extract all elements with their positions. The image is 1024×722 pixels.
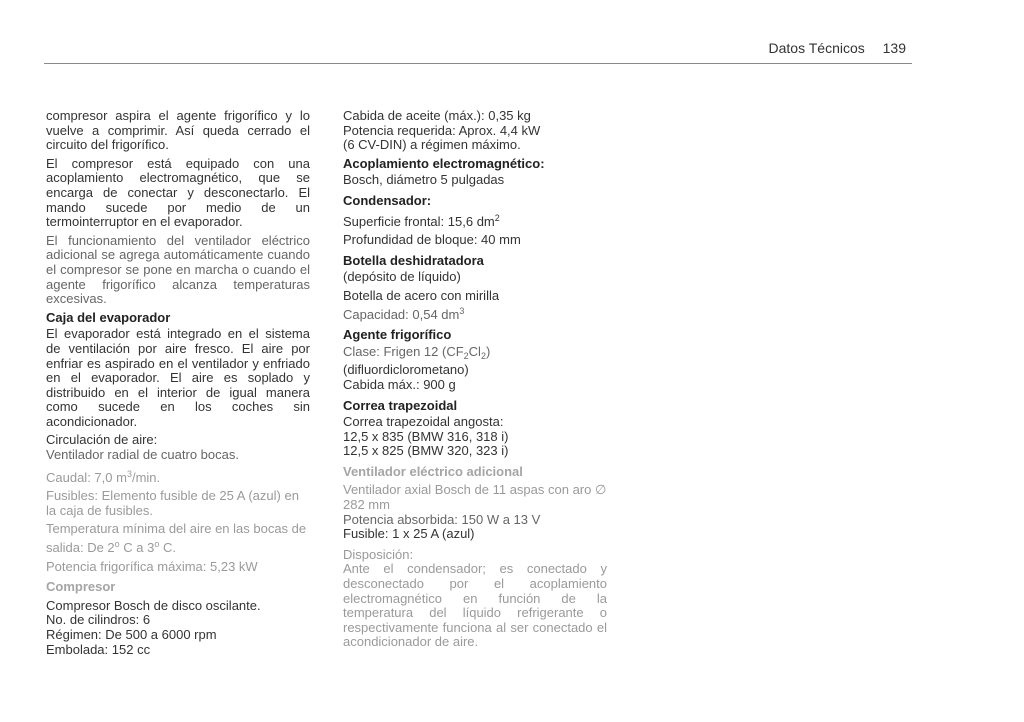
condenser-heading: Condensador: <box>343 192 432 208</box>
aux-fan-heading: Ventilador eléctrico adicional <box>343 463 523 479</box>
compressor-displacement: Embolada: 152 cc <box>46 641 151 657</box>
condenser-surface: Superficie frontal: 15,6 $dm^2$ <box>343 212 500 229</box>
drier-heading: Botella deshidratadora <box>343 252 484 268</box>
page-header <box>769 40 906 56</box>
compressor-cycle-paragraph: compresor aspira el agente frigorífico y lo vuelve a comprimir. Así queda cerrado el circuito del frigorífico. <box>46 108 310 153</box>
fan-paragraph: El funcionamiento del ventilador eléctrico adicional se agrega automáticamente cuando el compresor se pone en marcha o cuando el agente frigorífico alcanza temperaturas excesivas. <box>46 232 310 307</box>
belt-size-316: 12,5 x 835 (BMW 316, 318 i) <box>343 428 509 444</box>
section-title: Datos Técnicos <box>768 40 865 56</box>
drier-type: Botella de acero con mirilla <box>343 287 500 303</box>
aux-fan-type: Ventilador axial Bosch de 11 aspas con aro ∅ 282 mm <box>343 482 607 513</box>
min-air-temperature: Temperatura mínima del aire en las bocas de salida: De 2$^o$ C a 3$^o$ C. <box>46 521 307 556</box>
compressor-rpm: Régimen: De 500 a 6000 rpm <box>46 627 217 642</box>
evaporator-heading: Caja del evaporador <box>46 309 171 325</box>
belt-heading: Correa trapezoidal <box>343 397 458 413</box>
clutch-spec: Bosch, diámetro 5 pulgadas <box>343 172 505 188</box>
power-required: Potencia requerida: Aprox. 4,4 kW <box>343 122 541 138</box>
refrigerant-name: (difluordiclorometano) <box>343 362 469 378</box>
air-flow-rate: Caudal: 7,0 $m^3/\min$. <box>46 468 161 485</box>
refrigerant-heading: Agente frigorífico <box>343 327 452 343</box>
page-number: 139 <box>882 40 906 56</box>
aux-fan-fuse: Fusible: 1 x 25 A (azul) <box>343 526 475 542</box>
belt-type: Correa trapezoidal angosta: <box>343 414 504 430</box>
clutch-paragraph: El compresor está equipado con una acoplamiento electromagnético, que se encarga de conectar y desconectarlo. El mando sucede por medio de un termointerruptor en el evaporador. <box>46 155 310 230</box>
right-column <box>343 109 607 654</box>
oil-capacity: Cabida de aceite (máx.): 0,35 kg <box>343 108 531 123</box>
aux-fan-power: Potencia absorbida: 150 W a 13 V <box>343 511 541 527</box>
power-note: (6 CV-DIN) a régimen máximo. <box>343 137 521 153</box>
drier-capacity: Capacidad: 0,54 $dm^3$ <box>343 305 465 322</box>
refrigerant-capacity: Cabida máx.: 900 g <box>343 376 456 392</box>
left-column <box>46 109 310 657</box>
max-cooling-power: Potencia frigorífica máxima: 5,23 kW <box>46 558 258 574</box>
oil-power-block <box>343 109 607 153</box>
arrangement-label: Disposición: <box>343 546 414 562</box>
condenser-depth: Profundidad de bloque: 40 mm <box>343 232 521 248</box>
compressor-cylinders: No. de cilindros: 6 <box>46 612 151 628</box>
evaporator-paragraph: El evaporador está integrado en el sistema de ventilación por aire fresco. El aire por enfriar es aspirado en el ventilador y enfriado en el evaporador. El aire es soplado y distribuido en el interior de igual manera como sucede en los coches sin acondicionador. <box>46 326 310 429</box>
air-circulation-fan: Ventilador radial de cuatro bocas. <box>46 447 239 463</box>
drier-subtitle: (depósito de líquido) <box>343 269 461 285</box>
compressor-heading: Compresor <box>46 579 116 595</box>
air-circulation-label: Circulación de aire: <box>46 432 158 448</box>
header-rule <box>44 63 912 64</box>
compressor-specs <box>46 599 310 657</box>
arrangement-text: Ante el condensador; es conectado y desconectado por el acoplamiento electromagnético en función de la temperatura del líquido refrigerante o respectivamente funciona al ser conectado el acondicionador de aire. <box>343 561 607 650</box>
clutch-heading: Acoplamiento electromagnético: <box>343 155 545 171</box>
fuses-spec: Fusibles: Elemento fusible de 25 A (azul) en la caja de fusibles. <box>46 488 299 518</box>
belt-size-320: 12,5 x 825 (BMW 320, 323 i) <box>343 443 509 459</box>
compressor-type: Compresor Bosch de disco oscilante. <box>46 597 261 613</box>
air-circulation-block <box>46 433 310 574</box>
refrigerant-class: Clase: Frigen 12 $(CF_2Cl_2)$ <box>343 343 491 361</box>
